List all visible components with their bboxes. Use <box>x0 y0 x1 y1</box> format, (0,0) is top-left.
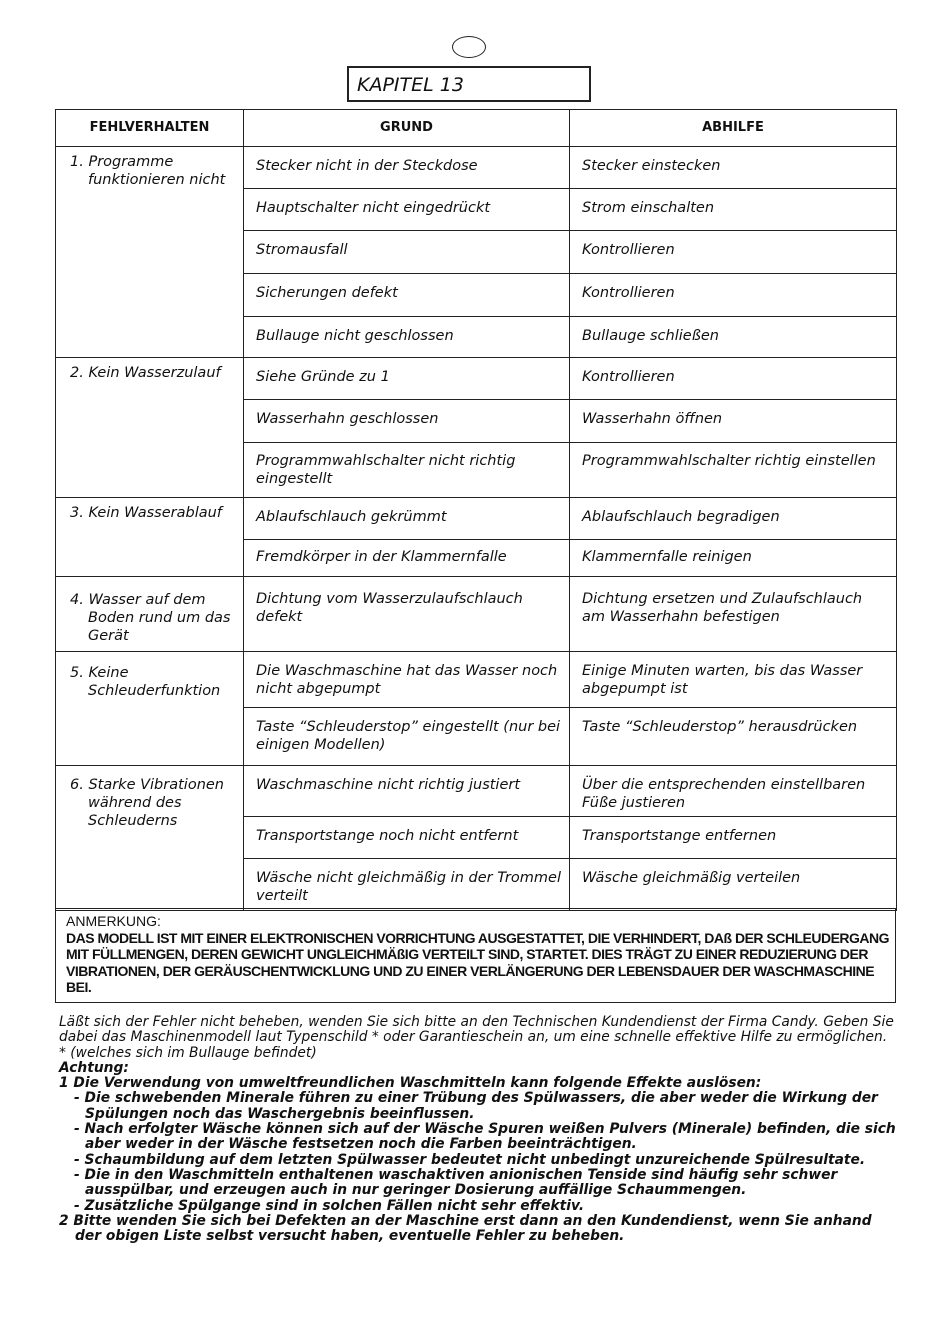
footer-text <box>59 1015 899 1244</box>
column-header-cause: GRUND <box>244 110 570 147</box>
column-header-remedy: ABHILFE <box>570 110 897 147</box>
cause-cell: Programmwahlschalter nicht richtig eingestellt <box>244 443 570 498</box>
table-row <box>56 147 897 189</box>
remedy-cell: Ablaufschlauch begradigen <box>570 498 897 540</box>
remedy-cell: Strom einschalten <box>570 189 897 231</box>
cause-cell: Wäsche nicht gleichmäßig in der Trommel verteilt <box>244 859 570 911</box>
list-item: - Zusätzliche Spülgange sind in solchen Fällen nicht sehr effektiv. <box>74 1197 585 1214</box>
attention-item-2: 2 Bitte wenden Sie sich bei Defekten an der Maschine erst dann an den Kundendienst, wenn Sie anhand der obigen Liste selbst versucht haben, eventuelle Fehler zu beheben. <box>59 1212 872 1245</box>
cause-cell: Fremdkörper in der Klammernfalle <box>244 540 570 577</box>
fault-cell: 4. Wasser auf dem Boden rund um das Gerät <box>56 577 244 652</box>
cause-cell: Dichtung vom Wasserzulaufschlauch defekt <box>244 577 570 652</box>
cause-cell: Wasserhahn geschlossen <box>244 400 570 443</box>
list-item: - Die schwebenden Minerale führen zu einer Trübung des Spülwassers, die aber weder die Wirkung der Spülungen noch das Waschergebnis beeinflussen. <box>74 1090 878 1122</box>
note-title: ANMERKUNG: <box>66 913 161 929</box>
table-row <box>56 577 897 652</box>
table-row <box>56 652 897 708</box>
fault-cell: 2. Kein Wasserzulauf <box>56 358 244 498</box>
cause-cell: Hauptschalter nicht eingedrückt <box>244 189 570 231</box>
table-row <box>56 358 897 400</box>
remedy-cell: Transportstange entfernen <box>570 817 897 859</box>
cause-cell: Ablaufschlauch gekrümmt <box>244 498 570 540</box>
remedy-cell: Klammernfalle reinigen <box>570 540 897 577</box>
remedy-cell: Dichtung ersetzen und Zulaufschlauch am Wasserhahn befestigen <box>570 577 897 652</box>
remedy-cell: Wäsche gleichmäßig verteilen <box>570 859 897 911</box>
remedy-cell: Programmwahlschalter richtig einstellen <box>570 443 897 498</box>
remedy-cell: Stecker einstecken <box>570 147 897 189</box>
cause-cell: Bullauge nicht geschlossen <box>244 317 570 358</box>
attention-heading: Achtung: <box>59 1059 129 1076</box>
list-item: - Die in den Waschmitteln enthaltenen waschaktiven anionischen Tenside sind häufig sehr schwer ausspülbar, und erzeugen auch in nur geringer Dosierung auffällige Schaummengen. <box>74 1166 838 1199</box>
cause-cell: Sicherungen defekt <box>244 274 570 317</box>
table-row <box>56 766 897 817</box>
column-header-fault: FEHLVERHALTEN <box>56 110 244 147</box>
cause-cell: Die Waschmaschine hat das Wasser noch nicht abgepumpt <box>244 652 570 708</box>
remedy-cell: Über die entsprechenden einstellbaren Füße justieren <box>570 766 897 817</box>
cause-cell: Siehe Gründe zu 1 <box>244 358 570 400</box>
cause-cell: Transportstange noch nicht entfernt <box>244 817 570 859</box>
fault-cell: 3. Kein Wasserablauf <box>56 498 244 577</box>
cause-cell: Taste “Schleuderstop” eingestellt (nur bei einigen Modellen) <box>244 708 570 766</box>
remedy-cell: Einige Minuten warten, bis das Wasser abgepumpt ist <box>570 652 897 708</box>
list-item: - Nach erfolgter Wäsche können sich auf der Wäsche Spuren weißen Pulvers (Minerale) befinden, die sich aber weder in der Wäsche festsetzen noch die Farben beeinträchtigen. <box>74 1121 896 1153</box>
remedy-cell: Kontrollieren <box>570 358 897 400</box>
table-row <box>56 498 897 540</box>
cause-cell: Stecker nicht in der Steckdose <box>244 147 570 189</box>
remedy-cell: Kontrollieren <box>570 274 897 317</box>
remedy-cell: Wasserhahn öffnen <box>570 400 897 443</box>
note-body: DAS MODELL IST MIT EINER ELEKTRONISCHEN VORRICHTUNG AUSGESTATTET, DIE VERHINDERT, DAß DER SCHLEUDERGANG MIT FÜLLMENGEN, DEREN GEWICHT UNGLEICHMÄßIG VERTEILT SIND, STARTET. DIES TRÄGT ZU EINER REDUZIERUNG DER VIBRATIONEN, DER GERÄUSCHENTWICKLUNG UND ZU EINER VERLÄNGERUNG DER LEBENSDAUER DER WASCHMASCHINE BEI. <box>66 929 890 996</box>
attention-item-1: 1 Die Verwendung von umweltfreundlichen Waschmitteln kann folgende Effekte auslösen: <box>59 1075 762 1092</box>
remedy-cell: Taste “Schleuderstop” herausdrücken <box>570 708 897 766</box>
remedy-cell: Kontrollieren <box>570 231 897 274</box>
remedy-cell: Bullauge schließen <box>570 317 897 358</box>
troubleshooting-table <box>55 109 897 911</box>
chapter-title: KAPITEL 13 <box>347 66 591 102</box>
service-instruction: Läßt sich der Fehler nicht beheben, wenden Sie sich bitte an den Technischen Kundendienst der Firma Candy. Geben Sie dabei das Maschinenmodell laut Typenschild * oder Garantieschein an, um eine schnelle effektive Hilfe zu ermöglichen. <box>59 1014 894 1046</box>
footnote: * (welches sich im Bullauge befindet) <box>59 1044 317 1061</box>
cause-cell: Waschmaschine nicht richtig justiert <box>244 766 570 817</box>
fault-cell: 1. Programme funktionieren nicht <box>56 147 244 358</box>
country-code-oval <box>452 36 486 58</box>
list-item: - Schaumbildung auf dem letzten Spülwasser bedeutet nicht unbedingt unzureichende Spülresultate. <box>74 1151 866 1168</box>
cause-cell: Stromausfall <box>244 231 570 274</box>
note-box <box>55 908 896 1003</box>
fault-cell: 5. Keine Schleuderfunktion <box>56 652 244 766</box>
fault-cell: 6. Starke Vibrationen während des Schleuderns <box>56 766 244 911</box>
table-header-row <box>56 110 897 147</box>
